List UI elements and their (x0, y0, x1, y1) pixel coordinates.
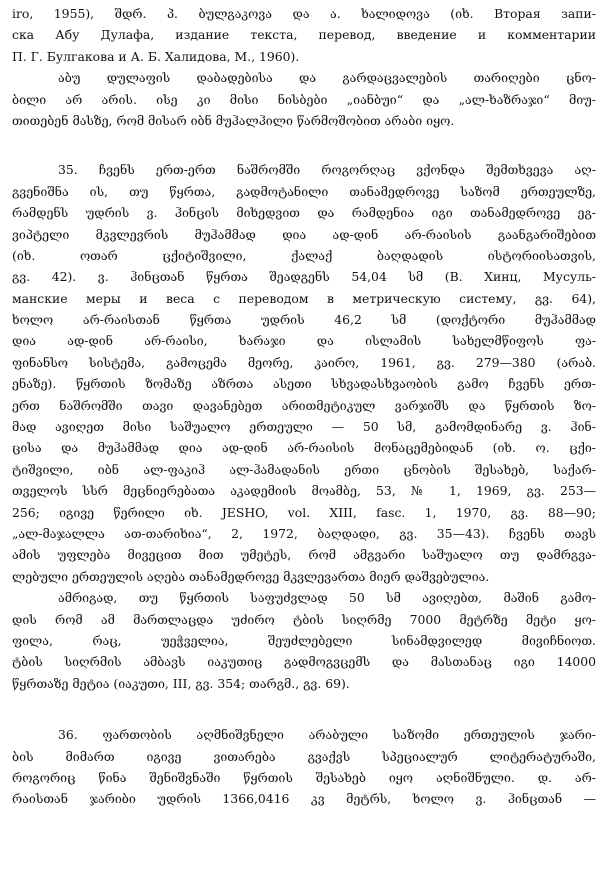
text-line: ска Абу Дулафа, издание текста, перевод, введение и комментарии (12, 27, 596, 43)
text-line: (იხ. ოთარ ცქიტიშვილი, ქალაქ ბაღდადის ისტორიისათვის, (12, 247, 596, 263)
text-line: აბუ დულაფის დაბადებისა და გარდაცვალების თარიღები ცნო- (58, 70, 596, 86)
text-line: ვიპტელი მკვლევრის მუჰამმად დია ად-დინ არ-რაისის გაანგარიშებით (12, 226, 596, 242)
text-line: მად ავიღეთ მისი საშუალო ერთეული — 50 სმ, გამომდინარე ვ. ჰინ- (12, 419, 596, 435)
text-line: ლებული ერთეულის აღება თანამედროვე მკვლევართა მიერ დაშვებულია. (12, 568, 490, 584)
note-35 (12, 159, 596, 694)
text-line: გვენიშნა ის, თუ წყრთა, გადმოტანილი თანამედროვე საზომ ერთეულზე, (12, 183, 596, 199)
intro-paragraph (12, 3, 596, 131)
text-line: ამრიგად, თუ წყრთის საფუძვლად 50 სმ ავიღებთ, მაშინ გამო- (58, 590, 596, 606)
text-line: გვ. 42). ვ. ჰინცთან წყრთა შეადგენს 54,04 სმ (В. Хинц, Мусуль- (12, 269, 596, 285)
text-line: ხოლო არ-რაისთან წყრთა უდრის 46,2 სმ (დოქტორი მუჰამმად (12, 312, 596, 328)
text-line: 36. ფართობის აღმნიშვნელი არაბული საზომი ერთეულის ჯარი- (58, 727, 596, 743)
text-line: თველოს სსრ მეცნიერებათა აკადემიის მოამბე, 53, № 1, 1969, გვ. 253— (12, 483, 596, 499)
text-line: манские меры и веса с переводом в метрическую систему, გვ. 64), (12, 290, 596, 306)
text-line: ერთ ნაშრომში თავი დავანებეთ არითმეტიკულ ვარჯიშს და წყრთის ზო- (12, 397, 596, 413)
text-line: ტიშვილი, იბნ ალ-ფაკიჰ ალ-ჰამადანის ერთი ცნობის შესახებ, საქარ- (12, 461, 596, 477)
text-line: როგორიც წინა შენიშვნაში წყრთის შესახებ იყო აღნიშნული. დ. არ- (12, 769, 596, 785)
text-line: თითებენ მასზე, რომ მისარ იბნ მუჰალჰილი წარმოშობით არაბი იყო. (12, 112, 455, 128)
text-line: iro, 1955), შდრ. პ. ბულგაკოვა და ა. ხალიდოვა (იხ. Вторая запи- (12, 6, 596, 21)
text-line: დის რომ ამ მართლაცდა უძირო ტბის სიღრმე 7000 მეტრზე მეტი ყო- (12, 611, 596, 627)
text-line: დია ად-დინ არ-რაისი, ხარაჯი და ისლამის სახელმწიფოს ფა- (12, 333, 596, 349)
text-line: ამის უფლება მივეცით მით უმეტეს, რომ ამგვარი საშუალო თუ დამრგვა- (12, 547, 596, 563)
text-line: რაისთან ჯარიბი უდრის 1366,0416 კვ მეტრს, ხოლო ვ. ჰინცთან — (12, 791, 596, 807)
text-line: 256; იგივე წერილი იხ. JESHO, vol. XIII, fasc. 1, 1970, გვ. 88—90; (12, 504, 596, 520)
text-line: ტბის სიღრმის ამბავს იაკუთიც გადმოგვცემს და მასთანაც იგი 14000 (12, 654, 596, 670)
paragraph-gap (12, 131, 596, 159)
text-line: ფილა, რაც, უეჭველია, შეუძლებელი სინამდვილედ მივიჩნიოთ. (12, 632, 596, 648)
text-line: ბილი არ არის. ისე კი მისი ნისბები „იანბუი“ და „ალ-ხაზრაჯი“ მიუ- (12, 91, 596, 107)
text-line: П. Г. Булгакова и А. Б. Халидова, М., 1960). (12, 48, 300, 64)
text-line: 35. ჩვენს ერთ-ერთ ნაშრომში როგორღაც ვქონდა შემთხვევა აღ- (58, 162, 596, 178)
text-line: „ალ-მაჯალლა ათ-თარიხია“, 2, 1972, ბაღდადი, გვ. 35—43). ჩვენს თავს (12, 525, 596, 541)
text-line: ენაზე). წყრთის ზომაზე აზრთა ასეთი სხვადასხვაობის გამო ჩვენს ერთ- (12, 376, 596, 392)
text-line: ბის მიმართ იგივე ვითარება გვაქვს სპეციალურ ლიტერატურაში, (12, 748, 596, 764)
text-line: რამდენს უდრის ვ. ჰინცის მიხედვით და რამდენია იგი თანამედროვე ეგ- (12, 205, 596, 221)
text-line: ცისა და მუჰამმად დია ად-დინ არ-რაისის მონაცემებიდან (იხ. ო. ცქი- (12, 440, 596, 456)
text-line: ფინანსო სისტემა, გამოცემა მეორე, კაირო, 1961, გვ. 279—380 (არაბ. (12, 354, 596, 370)
paragraph-gap (12, 694, 596, 724)
note-36 (12, 724, 596, 810)
text-line: წყრთაზე მეტია (იაკუთი, III, გვ. 354; თარგმ., გვ. 69). (12, 675, 350, 691)
